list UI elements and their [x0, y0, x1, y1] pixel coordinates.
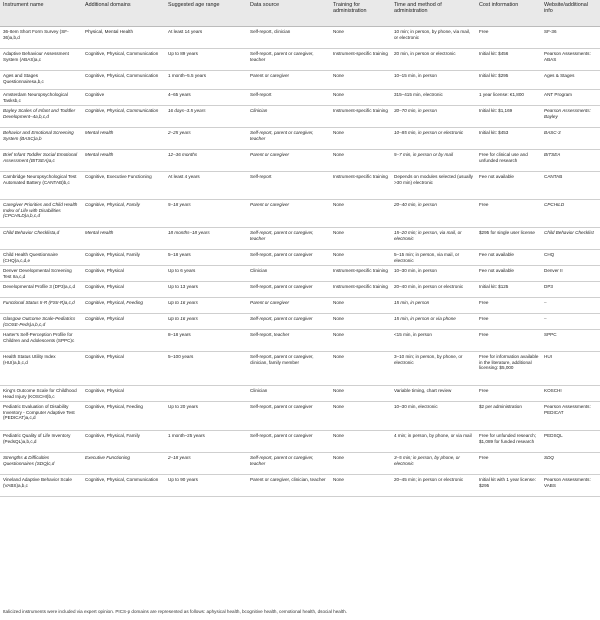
- table-row: [0, 27, 600, 49]
- table-cell: CHQ: [541, 250, 600, 266]
- table-cell: None: [330, 27, 391, 49]
- table-cell: Self-report, parent or caregiver, teacher: [247, 49, 330, 71]
- table-cell: Instrument-specific training: [330, 49, 391, 71]
- table-row: [0, 200, 600, 228]
- table-cell: Up to 16 years: [165, 298, 247, 314]
- table-row: [0, 298, 600, 314]
- table-cell: Free for unfunded research; $1,089 for funded research: [476, 431, 541, 453]
- table-cell: None: [330, 330, 391, 352]
- table-cell: 315–415 min, electronic: [391, 90, 476, 106]
- instrument-name-cell: Strengths & Difficulties Questionnaires (SDQ)c,d: [0, 453, 82, 475]
- table-cell: None: [330, 386, 391, 402]
- table-cell: Cognitive, Physical: [82, 266, 165, 282]
- table-cell: $2 per administration: [476, 402, 541, 431]
- table-cell: Child Behavior Checklist: [541, 228, 600, 250]
- table-cell: Pearson Assessments: PEDICAT: [541, 402, 600, 431]
- table-cell: Free: [476, 200, 541, 228]
- table-cell: Cognitive, Physical, Communication: [82, 49, 165, 71]
- table-cell: BASC-3: [541, 128, 600, 150]
- table-cell: 12–36 months: [165, 150, 247, 172]
- table-cell: Cognitive, Physical, Communication: [82, 71, 165, 90]
- instrument-name-cell: Glasgow Outcome Scale-Pediatrics (GOSE-Peds)a,b,c,d: [0, 314, 82, 330]
- table-cell: 1 year license: €1,800: [476, 90, 541, 106]
- table-cell: Self-report, parent or caregiver: [247, 282, 330, 298]
- table-cell: Up to 16 years: [165, 314, 247, 330]
- table-cell: Self-report, parent or caregiver: [247, 431, 330, 453]
- table-cell: Cognitive, Physical, Family: [82, 250, 165, 266]
- column-header: Website/additional info: [541, 0, 600, 27]
- table-cell: Self-report, parent or caregiver: [247, 402, 330, 431]
- table-cell: Instrument-specific training: [330, 266, 391, 282]
- table-row: [0, 49, 600, 71]
- table-cell: 5–100 years: [165, 352, 247, 386]
- table-cell: 1 month–5.5 years: [165, 71, 247, 90]
- instrument-name-cell: King's Outcome Scale for Childhood Head Injury (KOSCHI)b,c: [0, 386, 82, 402]
- table-cell: $295 for single user license: [476, 228, 541, 250]
- table-cell: Clinician: [247, 106, 330, 128]
- instrument-name-cell: 36-Item Short Form Survey (SF-36)a,b,d: [0, 27, 82, 49]
- table-cell: Cognitive, Physical: [82, 352, 165, 386]
- table-cell: Self-report, parent or caregiver, teacher: [247, 453, 330, 475]
- table-cell: 5–15 min; in person, via mail, or electronic: [391, 250, 476, 266]
- table-cell: Initial kit: $456: [476, 49, 541, 71]
- table-cell: Parent or caregiver, clinician, teacher: [247, 475, 330, 497]
- instrument-name-cell: Amsterdam Neuropsychological Tasksb,c: [0, 90, 82, 106]
- table-cell: Self-report, parent or caregiver, teacher: [247, 228, 330, 250]
- table-cell: None: [330, 250, 391, 266]
- table-cell: 5–18 years: [165, 250, 247, 266]
- table-cell: Up to 6 years: [165, 266, 247, 282]
- table-cell: None: [330, 475, 391, 497]
- table-cell: Clinician: [247, 266, 330, 282]
- table-cell: Up to 13 years: [165, 282, 247, 298]
- table-cell: 10–15 min, in person: [391, 71, 476, 90]
- table-row: [0, 352, 600, 386]
- table-cell: None: [330, 90, 391, 106]
- table-cell: CPCHILD: [541, 200, 600, 228]
- table-cell: Cognitive, Physical, Communication: [82, 475, 165, 497]
- table-cell: Variable timing, chart review: [391, 386, 476, 402]
- table-cell: Pearson Assessments: VABS: [541, 475, 600, 497]
- table-cell: Initial kit: $1,169: [476, 106, 541, 128]
- table-cell: Physical, Mental Health: [82, 27, 165, 49]
- table-row: [0, 330, 600, 352]
- instrument-name-cell: Brief Infant Toddler Social Emotional Assessment (BITSEA)a,c: [0, 150, 82, 172]
- column-header: Cost information: [476, 0, 541, 27]
- instrument-name-cell: Health Status Utility Index (HUI)a,b,c,d: [0, 352, 82, 386]
- table-row: [0, 90, 600, 106]
- table-cell: Instrument-specific training: [330, 172, 391, 200]
- table-row: [0, 71, 600, 90]
- table-cell: 15–20 min; in person, via mail, or electronic: [391, 228, 476, 250]
- table-cell: 10–30 min, electronic: [391, 402, 476, 431]
- instrument-name-cell: Functional Status II-R (FSII-R)a,c,d: [0, 298, 82, 314]
- table-cell: SPPC: [541, 330, 600, 352]
- table-row: [0, 172, 600, 200]
- table-cell: Parent or caregiver: [247, 150, 330, 172]
- table-cell: 2–25 years: [165, 128, 247, 150]
- table-cell: None: [330, 71, 391, 90]
- table-cell: Free: [476, 298, 541, 314]
- table-cell: 8–18 years: [165, 330, 247, 352]
- table-row: [0, 128, 600, 150]
- table-cell: Cognitive, Physical, Family: [82, 200, 165, 228]
- table-cell: Cognitive, Physical, Family: [82, 431, 165, 453]
- instrument-name-cell: Harter's Self-Perception Profile for Children and Adolescents (SPPC)c: [0, 330, 82, 352]
- table-cell: –: [541, 314, 600, 330]
- table-cell: None: [330, 228, 391, 250]
- table-cell: KOSCHI: [541, 386, 600, 402]
- table-cell: Parent or caregiver: [247, 298, 330, 314]
- table-cell: Ages & Stages: [541, 71, 600, 90]
- table-cell: Executive Functioning: [82, 453, 165, 475]
- table-cell: 20–40 min, in person or electronic: [391, 282, 476, 298]
- table-cell: Free: [476, 27, 541, 49]
- column-header: Suggested age range: [165, 0, 247, 27]
- column-header: Additional domains: [82, 0, 165, 27]
- instrument-name-cell: Bayley Scales of Infant and Toddler Development–4a,b,c,d: [0, 106, 82, 128]
- table-cell: Denver II: [541, 266, 600, 282]
- table-cell: Pearson Assessments: Bayley: [541, 106, 600, 128]
- column-header: Instrument name: [0, 0, 82, 27]
- table-cell: Up to 20 years: [165, 402, 247, 431]
- table-cell: Self-report, clinician: [247, 27, 330, 49]
- instrument-name-cell: Behavior and Emotional Screening System (BASC)a,b: [0, 128, 82, 150]
- table-cell: Cognitive, Physical, Feeding: [82, 298, 165, 314]
- table-cell: None: [330, 200, 391, 228]
- table-cell: 1 month–25 years: [165, 431, 247, 453]
- table-cell: Up to 90 years: [165, 475, 247, 497]
- table-cell: 4–65 years: [165, 90, 247, 106]
- table-row: [0, 250, 600, 266]
- table-cell: Pearson Assessments: ABAS: [541, 49, 600, 71]
- table-cell: Cognitive: [82, 90, 165, 106]
- table-cell: BITSEA: [541, 150, 600, 172]
- table-cell: SF-36: [541, 27, 600, 49]
- instrument-name-cell: Cambridge Neuropsychological Test Automated Battery (CANTAB)b,c: [0, 172, 82, 200]
- table-cell: Initial kit: $453: [476, 128, 541, 150]
- table-cell: 20–40 min, in person: [391, 200, 476, 228]
- instrument-name-cell: Child Behavior Checklista,d: [0, 228, 82, 250]
- column-header: Data source: [247, 0, 330, 27]
- table-cell: CANTAB: [541, 172, 600, 200]
- table-row: [0, 228, 600, 250]
- table-cell: 20–45 min; in person or electronic: [391, 475, 476, 497]
- table-row: [0, 453, 600, 475]
- table-row: [0, 282, 600, 298]
- table-cell: [82, 330, 165, 352]
- table-cell: [165, 386, 247, 402]
- table-cell: None: [330, 128, 391, 150]
- table-cell: Free: [476, 386, 541, 402]
- table-footnote: Italicized instruments were included via expert opinion. PICS-p domains are represented as follows: aphysical health, bcognitive health, cemotional health, dsocial health.: [3, 609, 347, 614]
- table-cell: 10–85 min, in person or electronic: [391, 128, 476, 150]
- table-cell: 5–7 min, in person or by mail: [391, 150, 476, 172]
- table-cell: None: [330, 352, 391, 386]
- instrument-name-cell: Denver Developmental Screening Test IIa,c,d: [0, 266, 82, 282]
- table-cell: Self-report: [247, 90, 330, 106]
- table-cell: None: [330, 402, 391, 431]
- table-cell: 5–18 years: [165, 200, 247, 228]
- table-cell: 3–10 min; in person, by phone, or electronic: [391, 352, 476, 386]
- table-cell: Fee not available: [476, 266, 541, 282]
- table-cell: 20 min, in person or electronic: [391, 49, 476, 71]
- instrument-name-cell: Adaptive Behaviour Assessment System (ABAS)a,c: [0, 49, 82, 71]
- table-cell: None: [330, 314, 391, 330]
- table-cell: Self-report, parent or caregiver, teacher: [247, 128, 330, 150]
- table-cell: Up to 89 years: [165, 49, 247, 71]
- table-cell: Instrument-specific training: [330, 282, 391, 298]
- table-cell: At least 14 years: [165, 27, 247, 49]
- table-cell: 16 days–3.5 years: [165, 106, 247, 128]
- table-cell: Self-report, parent or caregiver: [247, 250, 330, 266]
- table-cell: Mental Health: [82, 128, 165, 150]
- table-cell: None: [330, 298, 391, 314]
- table-cell: Self-report, teacher: [247, 330, 330, 352]
- table-row: [0, 402, 600, 431]
- table-row: [0, 266, 600, 282]
- table-cell: Fee not available: [476, 172, 541, 200]
- table-cell: Clinician: [247, 386, 330, 402]
- table-cell: None: [330, 453, 391, 475]
- table-cell: Initial kit: $125: [476, 282, 541, 298]
- table-cell: Free: [476, 314, 541, 330]
- table-cell: 15 min, in person or via phone: [391, 314, 476, 330]
- column-header: Time and method of administration: [391, 0, 476, 27]
- table-cell: SDQ: [541, 453, 600, 475]
- table-row: [0, 431, 600, 453]
- table-cell: None: [330, 431, 391, 453]
- table-cell: ANT Program: [541, 90, 600, 106]
- instrument-name-cell: Child Health Questionnaire (CHQ)a,c,d,e: [0, 250, 82, 266]
- table-cell: Mental Health: [82, 228, 165, 250]
- table-body: [0, 27, 600, 497]
- table-cell: 4 min; in person, by phone, or via mail: [391, 431, 476, 453]
- table-cell: PEDSQL: [541, 431, 600, 453]
- table-cell: Initial kit: $295: [476, 71, 541, 90]
- table-cell: Parent or caregiver: [247, 71, 330, 90]
- table-cell: Self-report, parent or caregiver: [247, 314, 330, 330]
- table-cell: –: [541, 298, 600, 314]
- table-cell: 10 min; in person, by phone, via mail, or electronic: [391, 27, 476, 49]
- instrument-name-cell: Ages and Stages Questionnairesa,b,c: [0, 71, 82, 90]
- instrument-name-cell: Developmental Profile 3 (DP3)a,c,d: [0, 282, 82, 298]
- table-cell: Initial kit with 1 year license: $295: [476, 475, 541, 497]
- table-row: [0, 106, 600, 128]
- table-cell: Cognitive, Physical: [82, 386, 165, 402]
- table-cell: 10–30 min, in person: [391, 266, 476, 282]
- table-cell: Instrument-specific training: [330, 106, 391, 128]
- column-header: Training for administration: [330, 0, 391, 27]
- table-row: [0, 386, 600, 402]
- instrument-name-cell: Vineland Adaptive Behavior Scale (VABS)a,b,c: [0, 475, 82, 497]
- table-cell: At least 4 years: [165, 172, 247, 200]
- table-cell: 30–70 min, in person: [391, 106, 476, 128]
- table-cell: Cognitive, Executive Functioning: [82, 172, 165, 200]
- table-cell: Cognitive, Physical, Communication: [82, 106, 165, 128]
- table-cell: Cognitive, Physical: [82, 282, 165, 298]
- table-cell: 15 min, in person: [391, 298, 476, 314]
- table-row: [0, 150, 600, 172]
- table-cell: Free: [476, 330, 541, 352]
- table-cell: Mental Health: [82, 150, 165, 172]
- table-cell: 3–5 min; in person, by phone, or electronic: [391, 453, 476, 475]
- table-header: [0, 0, 600, 27]
- table-row: [0, 314, 600, 330]
- table-cell: Parent or caregiver: [247, 200, 330, 228]
- table-cell: Free for information available in the literature, additional licensing: $5,000: [476, 352, 541, 386]
- instrument-name-cell: Pediatric Evaluation of Disability Inventory - Computer Adaptive Test (PEDICAT)a,c,d: [0, 402, 82, 431]
- table-cell: None: [330, 150, 391, 172]
- table-cell: Free for clinical use and unfunded research: [476, 150, 541, 172]
- table-cell: HUI: [541, 352, 600, 386]
- table-cell: 18 months–18 years: [165, 228, 247, 250]
- table-cell: Fee not available: [476, 250, 541, 266]
- table-cell: DP3: [541, 282, 600, 298]
- table-cell: Cognitive, Physical: [82, 314, 165, 330]
- table-cell: Depends on modules selected (usually >30 min) electronic: [391, 172, 476, 200]
- instrument-name-cell: Pediatric Quality of Life Inventory (PedsQL)a,b,c,d: [0, 431, 82, 453]
- table-cell: Self-report: [247, 172, 330, 200]
- table-cell: <15 min, in person: [391, 330, 476, 352]
- table-cell: Free: [476, 453, 541, 475]
- table-cell: Self-report, parent or caregiver, clinician, family member: [247, 352, 330, 386]
- instrument-name-cell: Caregiver Priorities and Child Health Index of Life with Disabilities (CPCHILD)a,b,c,d: [0, 200, 82, 228]
- table-row: [0, 475, 600, 497]
- table-cell: 2–18 years: [165, 453, 247, 475]
- table-cell: Cognitive, Physical, Feeding: [82, 402, 165, 431]
